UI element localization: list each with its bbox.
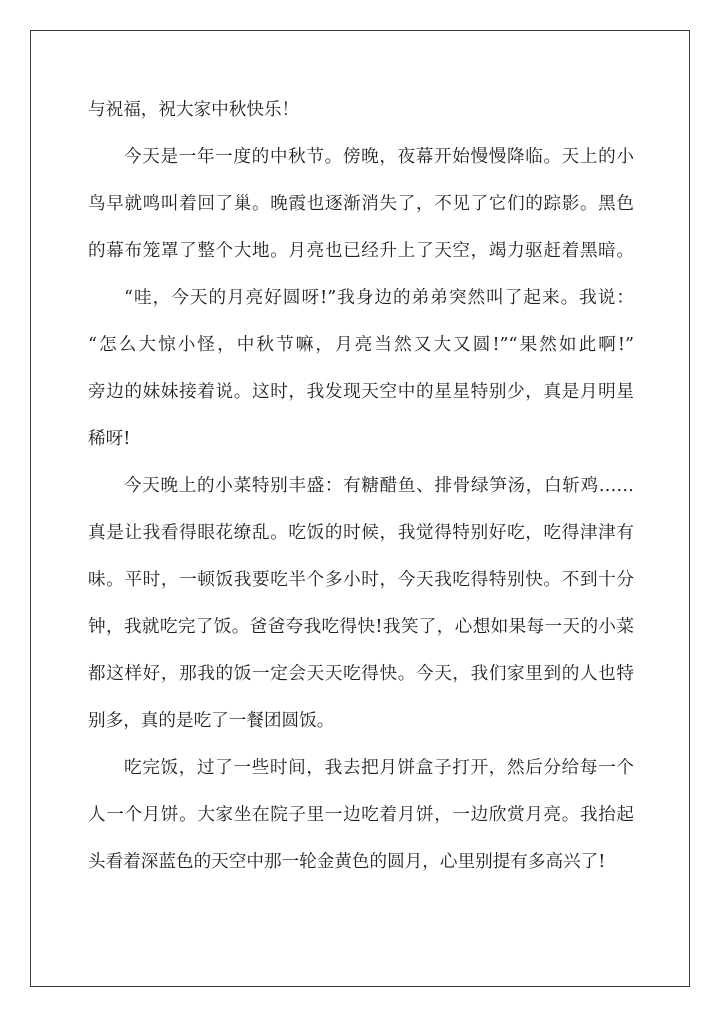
text-line: 都这样好，那我的饭一定会天天吃得快。今天，我们家里到的人也特 bbox=[88, 664, 634, 684]
text-line: 钟，我就吃完了饭。爸爸夸我吃得快!我笑了，心想如果每一天的小菜 bbox=[88, 617, 634, 637]
paragraph-continued bbox=[88, 87, 634, 134]
text-line: 人一个月饼。大家坐在院子里一边吃着月饼，一边欣赏月亮。我抬起 bbox=[88, 805, 634, 825]
paragraph-dinner bbox=[88, 463, 634, 745]
paragraph-mooncakes bbox=[88, 745, 634, 886]
text-line: 的幕布笼罩了整个大地。月亮也已经升上了天空，竭力驱赶着黑暗。 bbox=[88, 241, 634, 261]
document-body bbox=[88, 87, 634, 886]
text-line: 真是让我看得眼花缭乱。吃饭的时候，我觉得特别好吃，吃得津津有 bbox=[88, 523, 634, 543]
text-line: 与祝福，祝大家中秋快乐！ bbox=[88, 100, 300, 120]
text-line: 今天晚上的小菜特别丰盛：有糖醋鱼、排骨绿笋汤，白斩鸡…… bbox=[124, 476, 634, 496]
text-line: 味。平时，一顿饭我要吃半个多小时，今天我吃得特别快。不到十分 bbox=[88, 570, 634, 590]
text-line: “怎么大惊小怪，中秋节嘛，月亮当然又大又圆!”“果然如此啊!” bbox=[88, 335, 634, 355]
text-line: 头看着深蓝色的天空中那一轮金黄色的圆月，心里别提有多高兴了! bbox=[88, 852, 606, 872]
text-line: 稀呀! bbox=[88, 429, 131, 449]
text-line: 旁边的妹妹接着说。这时，我发现天空中的星星特别少，真是月明星 bbox=[88, 382, 634, 402]
text-line: 吃完饭，过了一些时间，我去把月饼盒子打开，然后分给每一个 bbox=[124, 758, 634, 778]
text-line: 鸟早就鸣叫着回了巢。晚霞也逐渐消失了，不见了它们的踪影。黑色 bbox=[88, 194, 634, 214]
paragraph-round-moon bbox=[88, 275, 634, 463]
text-line: 别多，真的是吃了一餐团圆饭。 bbox=[88, 711, 335, 731]
text-line: “哇，今天的月亮好圆呀!”我身边的弟弟突然叫了起来。我说： bbox=[124, 288, 634, 308]
text-line: 今天是一年一度的中秋节。傍晚，夜幕开始慢慢降临。天上的小 bbox=[124, 147, 634, 167]
paragraph-mid-autumn-evening bbox=[88, 134, 634, 275]
